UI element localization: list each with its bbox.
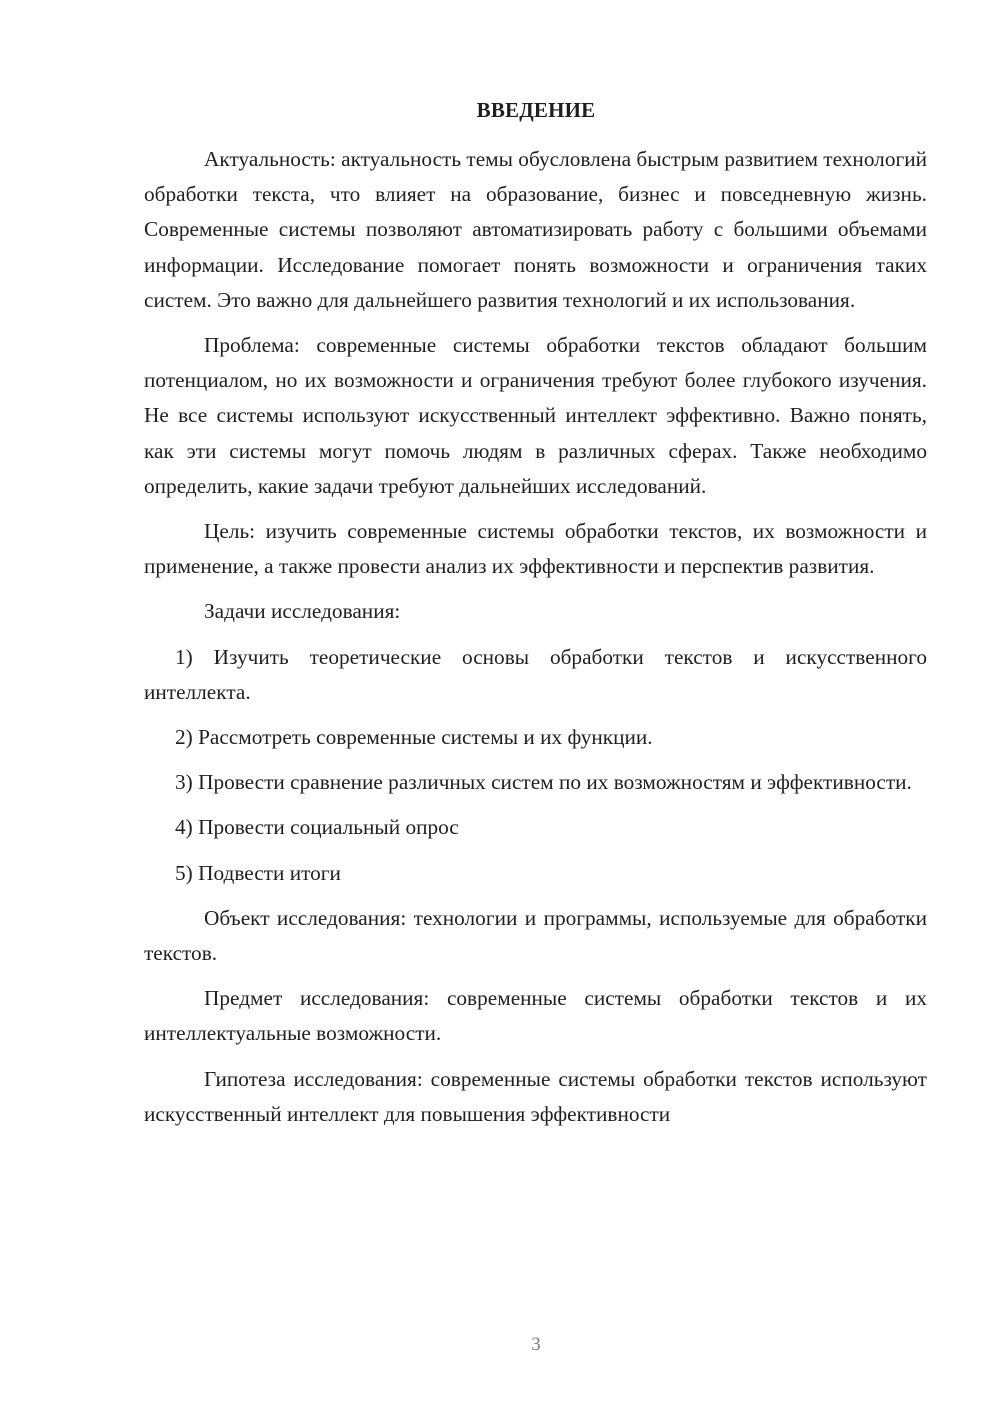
paragraph-hypothesis: Гипотеза исследования: современные системы обработки текстов используют искусственный интеллект для повышения эффективности xyxy=(144,1066,927,1126)
section-title: ВВЕДЕНИЕ xyxy=(476,98,596,122)
paragraph-relevance: Актуальность: актуальность темы обусловлена быстрым развитием технологий обработки текста, что влияет на образование, бизнес и повседневную жизнь. Современные системы позволяют автоматизировать работу с большими объемами информации. Исследование помогает понять возможности и ограничения таких систем. Это важно для дальнейшего развития технологий и их использования. xyxy=(144,147,927,312)
page-number: 3 xyxy=(531,1334,541,1355)
paragraph-subject: Предмет исследования: современные системы обработки текстов и их интеллектуальные возможности. xyxy=(144,986,927,1046)
paragraph-tasks-heading: Задачи исследования: xyxy=(204,599,401,624)
document-body xyxy=(144,142,927,1142)
task-item-2: 2) Рассмотреть современные системы и их функции. xyxy=(175,725,653,750)
task-item-3: 3) Провести сравнение различных систем по их возможностям и эффективности. xyxy=(175,770,912,795)
task-item-4: 4) Провести социальный опрос xyxy=(175,815,459,840)
paragraph-problem: Проблема: современные системы обработки текстов обладают большим потенциалом, но их возможности и ограничения требуют более глубокого изучения. Не все системы используют искусственный интеллект эффективно. Важно понять, как эти системы могут помочь людям в различных сферах. Также необходимо определить, какие задачи требуют дальнейших исследований. xyxy=(144,333,927,498)
task-item-5: 5) Подвести итоги xyxy=(175,860,341,885)
paragraph-goal: Цель: изучить современные системы обработки текстов, их возможности и применение, а также провести анализ их эффективности и перспектив развития. xyxy=(144,519,927,579)
task-item-1: 1) Изучить теоретические основы обработки текстов и искусственного интеллекта. xyxy=(144,644,927,704)
paragraph-object: Объект исследования: технологии и программы, используемые для обработки текстов. xyxy=(144,905,927,966)
